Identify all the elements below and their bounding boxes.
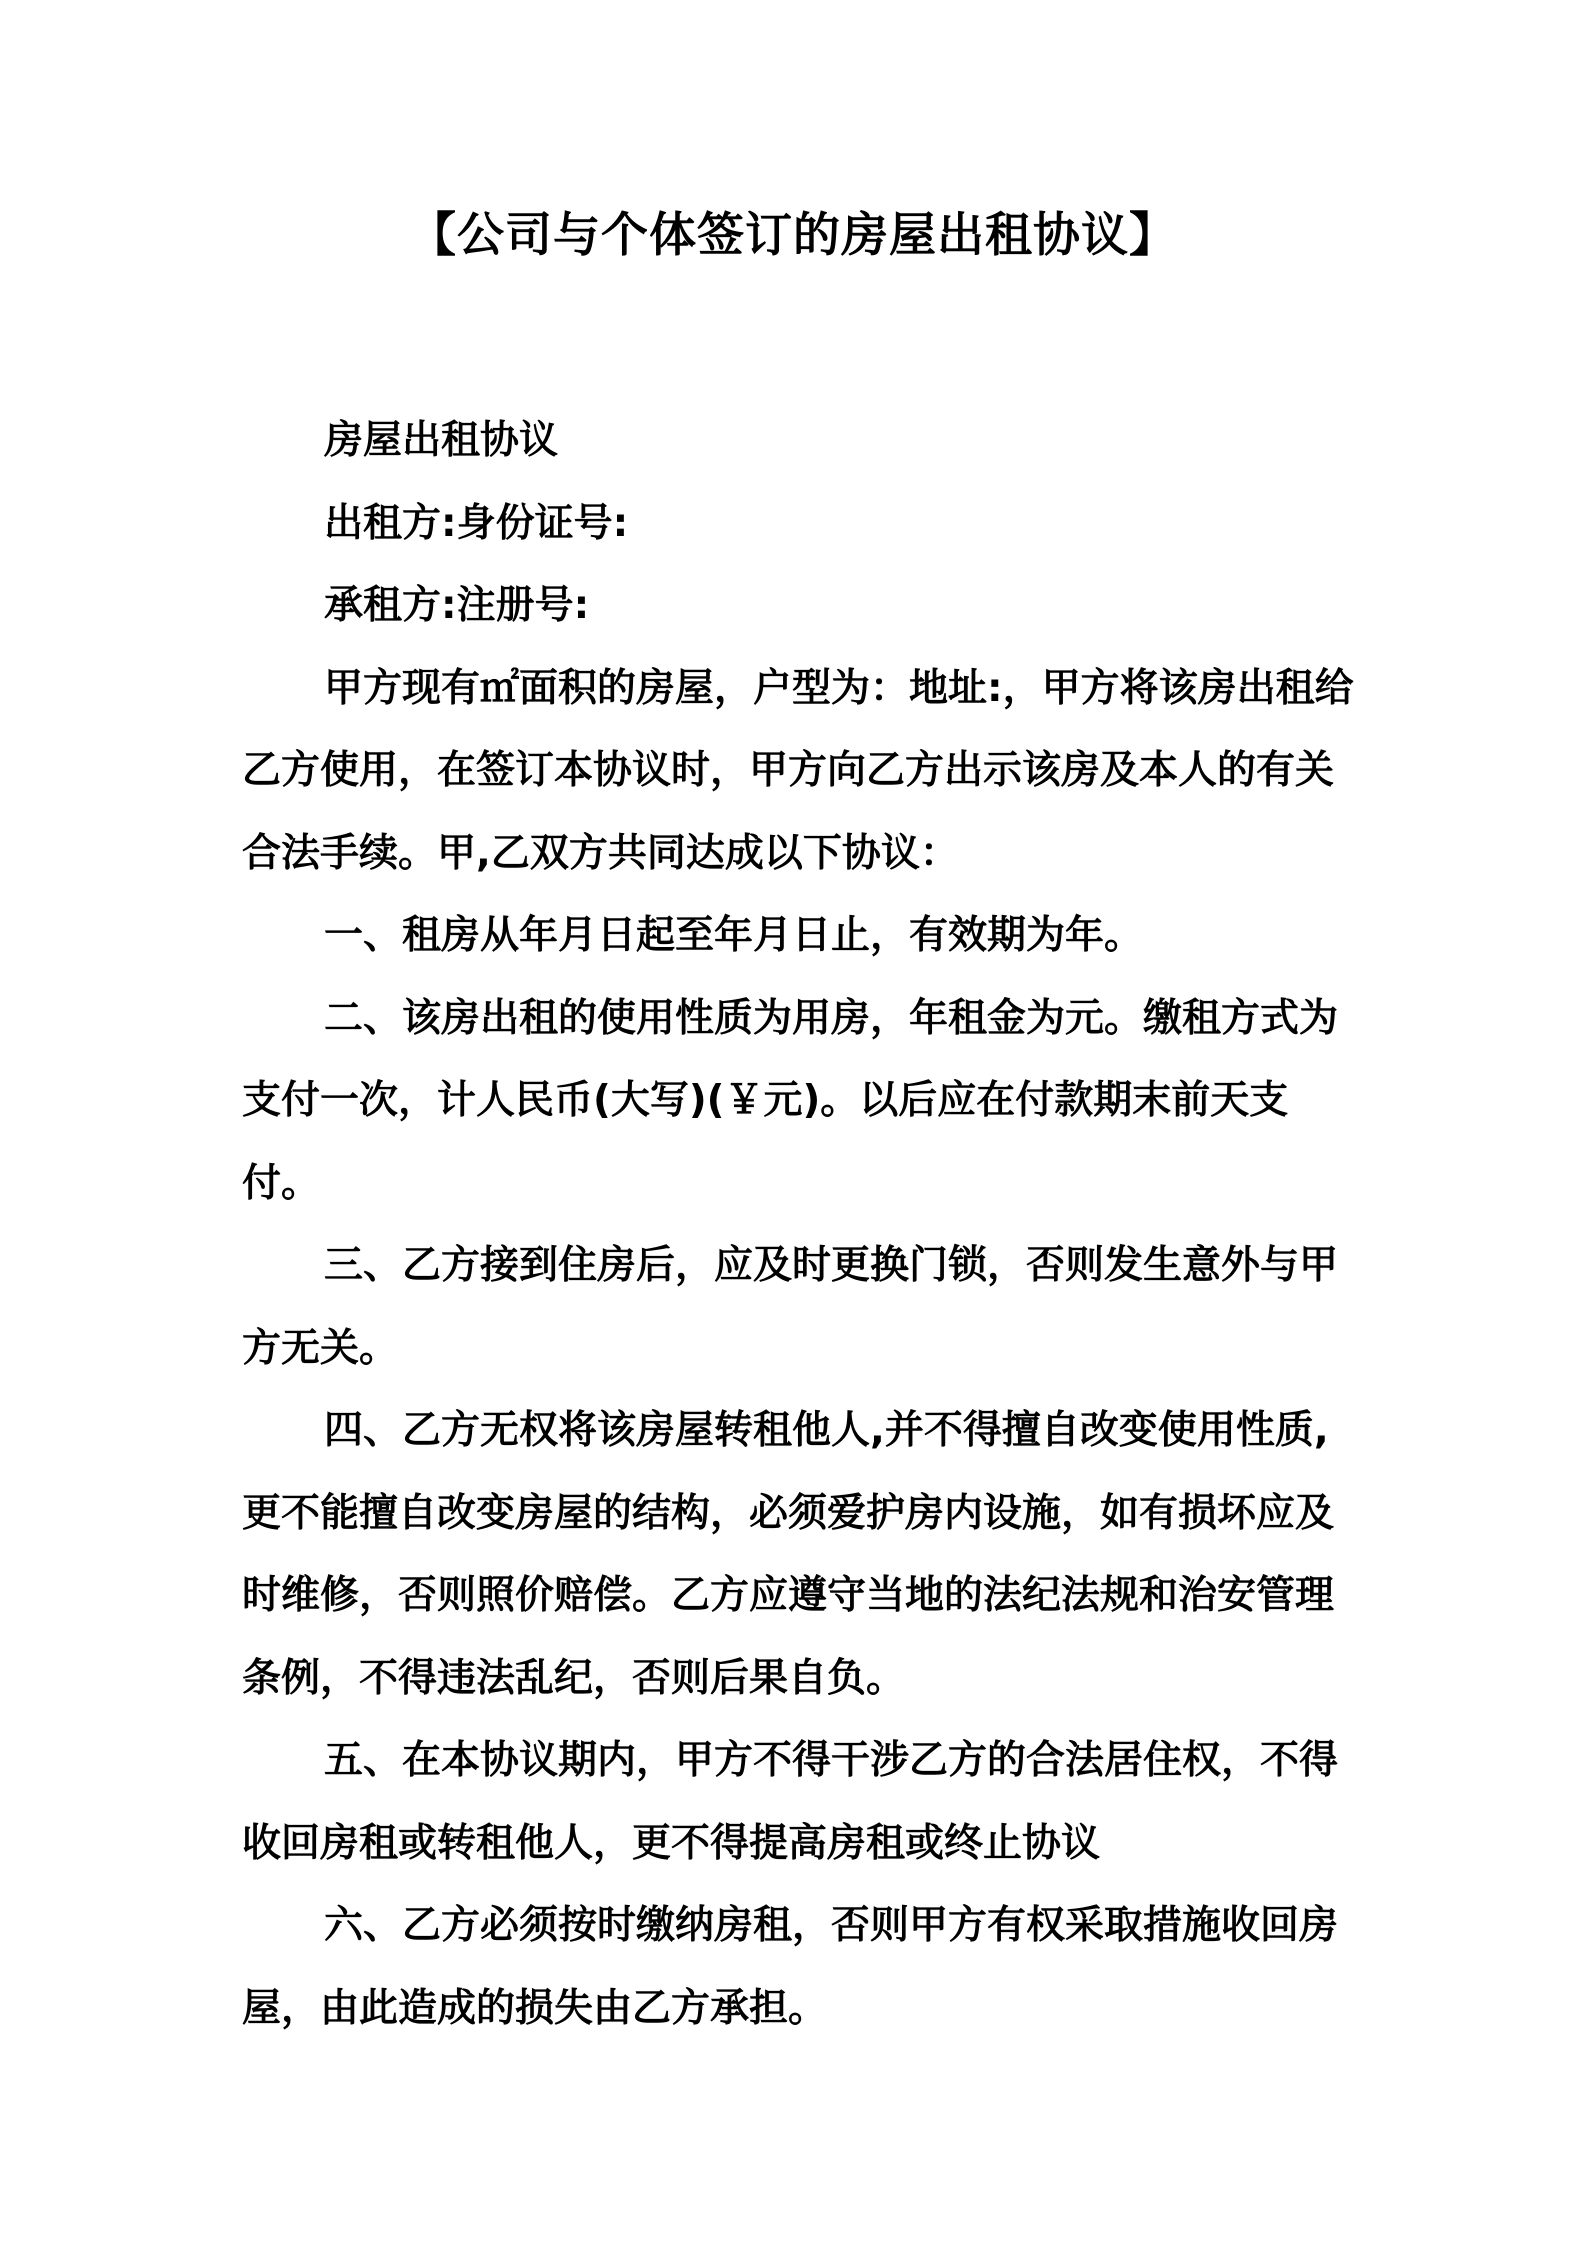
paragraph-clause-4: 四、乙方无权将该房屋转租他人,并不得擅自改变使用性质,更不能擅自改变房屋的结构，必须爱护房内设施，如有损坏应及时维修，否则照价赔偿。乙方应遵守当地的法纪法规和治安管理条例，不得违法乱纪，否则后果自负。	[242, 1408, 1335, 1701]
paragraph-lessor: 出租方:身份证号:	[324, 500, 629, 546]
paragraph-clause-1: 一、租房从年月日起至年月日止，有效期为年。	[324, 913, 1144, 958]
paragraph-lessee: 承租方:注册号:	[324, 583, 590, 628]
paragraph-clause-5: 五、在本协议期内，甲方不得干涉乙方的合法居住权，不得收回房租或转租他人，更不得提高房租或终止协议	[242, 1738, 1339, 1866]
paragraph-heading: 房屋出租协议	[324, 418, 559, 463]
paragraph-intro: 甲方现有㎡面积的房屋，户型为：地址:，甲方将该房出租给乙方使用，在签订本协议时，甲方向乙方出示该房及本人的有关合法手续。甲,乙双方共同达成以下协议：	[242, 665, 1354, 876]
paragraph-clause-2: 二、该房出租的使用性质为用房，年租金为元。缴租方式为支付一次，计人民币(大写)(￥元)。以后应在付款期末前天支付。	[242, 995, 1339, 1206]
document-body	[242, 400, 1357, 2050]
document-title: 【公司与个体签订的房屋出租协议】	[409, 208, 1177, 263]
paragraph-clause-6: 六、乙方必须按时缴纳房租，否则甲方有权采取措施收回房屋，由此造成的损失由乙方承担。	[242, 1903, 1339, 2031]
paragraph-clause-3: 三、乙方接到住房后，应及时更换门锁，否则发生意外与甲方无关。	[242, 1243, 1339, 1371]
